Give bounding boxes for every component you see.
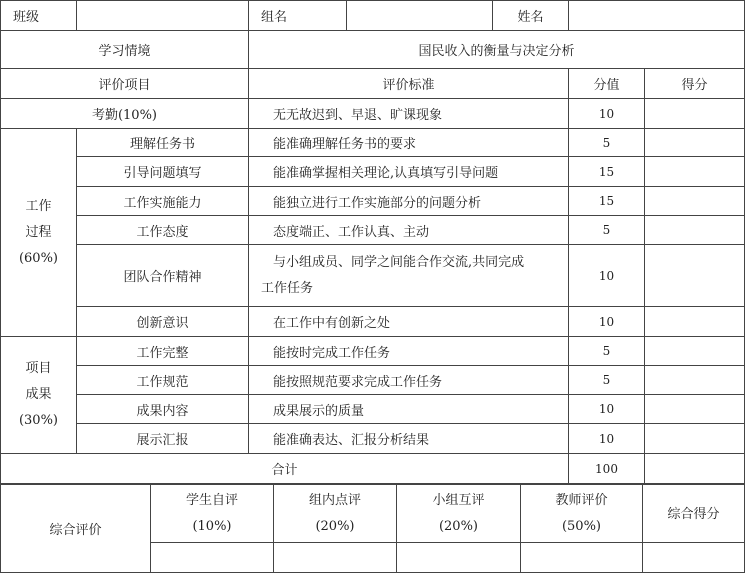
score-cell: 5	[569, 337, 645, 366]
standard-cell: 能独立进行工作实施部分的问题分析	[249, 187, 569, 216]
peer-eval-label: 小组互评	[432, 492, 485, 508]
score-cell: 10	[569, 307, 645, 337]
score-cell: 10	[569, 424, 645, 454]
summary-table	[0, 484, 745, 573]
table-row	[1, 129, 745, 157]
standard-cell: 能按照规范要求完成工作任务	[249, 366, 569, 395]
got-cell[interactable]	[645, 216, 745, 245]
got-cell[interactable]	[645, 307, 745, 337]
self-eval-weight: (10%)	[192, 518, 232, 534]
got-cell[interactable]	[645, 187, 745, 216]
situation-label: 学习情境	[1, 31, 249, 69]
work-process-line3: (60%)	[18, 250, 59, 266]
summary-label: 综合评价	[1, 485, 151, 573]
group-eval-header	[274, 485, 397, 543]
got-cell[interactable]	[645, 424, 745, 454]
got-cell[interactable]	[645, 395, 745, 424]
group-eval-label: 组内点评	[308, 492, 361, 508]
situation-value: 国民收入的衡量与决定分析	[249, 31, 745, 69]
table-row	[1, 337, 745, 366]
got-cell[interactable]	[645, 337, 745, 366]
got-cell[interactable]	[645, 366, 745, 395]
score-cell: 15	[569, 187, 645, 216]
total-score: 100	[569, 454, 645, 484]
class-label: 班级	[1, 1, 77, 31]
final-score-label: 综合得分	[643, 485, 745, 543]
standard-cell: 态度端正、工作认真、主动	[249, 216, 569, 245]
standard-cell: 能准确理解任务书的要求	[249, 129, 569, 157]
got-cell[interactable]	[645, 129, 745, 157]
work-process-category	[1, 129, 77, 337]
table-row	[1, 187, 745, 216]
project-result-line1: 项目	[25, 361, 52, 376]
table-row	[1, 216, 745, 245]
score-cell: 10	[569, 245, 645, 307]
total-got[interactable]	[645, 454, 745, 484]
standard-line2: 工作任务	[261, 280, 314, 296]
got-cell[interactable]	[645, 157, 745, 187]
attendance-got[interactable]	[645, 99, 745, 129]
attendance-standard: 无无故迟到、早退、旷课现象	[249, 99, 569, 129]
summary-header-row	[1, 485, 745, 543]
final-score-field[interactable]	[643, 543, 745, 573]
item-cell: 成果内容	[77, 395, 249, 424]
column-item: 评价项目	[1, 69, 249, 99]
header-row	[1, 1, 745, 31]
table-row	[1, 424, 745, 454]
score-cell: 5	[569, 366, 645, 395]
group-label: 组名	[249, 1, 347, 31]
teacher-eval-header	[521, 485, 643, 543]
table-row	[1, 395, 745, 424]
project-result-line3: (30%)	[18, 413, 59, 428]
standard-cell: 能按时完成工作任务	[249, 337, 569, 366]
name-label: 姓名	[493, 1, 569, 31]
total-label: 合计	[1, 454, 569, 484]
item-cell: 创新意识	[77, 307, 249, 337]
item-cell: 引导问题填写	[77, 157, 249, 187]
score-cell: 5	[569, 216, 645, 245]
item-cell: 团队合作精神	[77, 245, 249, 307]
table-row	[1, 245, 745, 307]
column-header-row	[1, 69, 745, 99]
standard-cell: 能准确掌握相关理论,认真填写引导问题	[249, 157, 569, 187]
group-field[interactable]	[347, 1, 493, 31]
item-cell: 工作实施能力	[77, 187, 249, 216]
work-process-line1: 工作	[25, 198, 52, 214]
project-result-line2: 成果	[25, 387, 52, 402]
standard-cell: 在工作中有创新之处	[249, 307, 569, 337]
item-cell: 工作规范	[77, 366, 249, 395]
self-eval-field[interactable]	[151, 543, 274, 573]
teacher-eval-label: 教师评价	[555, 492, 608, 508]
got-cell[interactable]	[645, 245, 745, 307]
standard-cell: 成果展示的质量	[249, 395, 569, 424]
group-eval-field[interactable]	[274, 543, 397, 573]
project-result-category	[1, 337, 77, 454]
score-cell: 5	[569, 129, 645, 157]
self-eval-label: 学生自评	[185, 492, 238, 508]
teacher-eval-field[interactable]	[521, 543, 643, 573]
item-cell: 展示汇报	[77, 424, 249, 454]
item-cell: 工作态度	[77, 216, 249, 245]
name-field[interactable]	[569, 1, 745, 31]
item-cell: 理解任务书	[77, 129, 249, 157]
table-row	[1, 157, 745, 187]
column-score-got: 得分	[645, 69, 745, 99]
class-field[interactable]	[77, 1, 249, 31]
peer-eval-header	[397, 485, 521, 543]
attendance-row	[1, 99, 745, 129]
attendance-score: 10	[569, 99, 645, 129]
column-standard: 评价标准	[249, 69, 569, 99]
situation-row	[1, 31, 745, 69]
table-row	[1, 366, 745, 395]
self-eval-header	[151, 485, 274, 543]
group-eval-weight: (20%)	[315, 518, 355, 534]
standard-line1: 与小组成员、同学之间能合作交流,共同完成	[273, 254, 525, 270]
table-row	[1, 307, 745, 337]
score-cell: 15	[569, 157, 645, 187]
item-cell: 工作完整	[77, 337, 249, 366]
teacher-eval-weight: (50%)	[561, 518, 602, 534]
peer-eval-weight: (20%)	[438, 518, 479, 534]
column-score-value: 分值	[569, 69, 645, 99]
peer-eval-field[interactable]	[397, 543, 521, 573]
work-process-line2: 过程	[25, 224, 52, 240]
attendance-item: 考勤(10%)	[1, 99, 249, 129]
score-cell: 10	[569, 395, 645, 424]
standard-cell	[249, 245, 569, 307]
standard-cell: 能准确表达、汇报分析结果	[249, 424, 569, 454]
total-row	[1, 454, 745, 484]
